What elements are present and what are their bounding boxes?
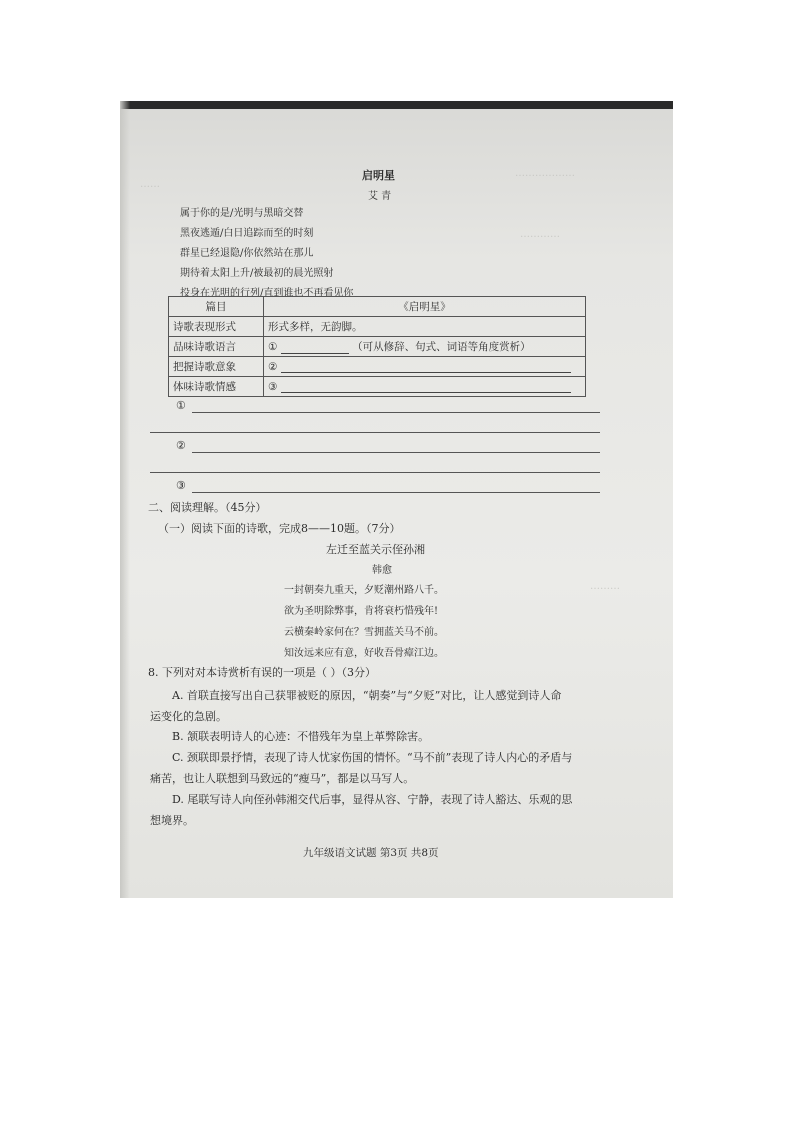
poem-line: 欲为圣明除弊事，肯将衰朽惜残年! <box>284 606 439 617</box>
table-label-cell: 品味诗歌语言 <box>169 337 264 357</box>
table-label-cell: 把握诗歌意象 <box>169 357 264 377</box>
poem-line: 云横秦岭家何在？雪拥蓝关马不前。 <box>284 627 444 638</box>
poem-line: 群星已经退隐/你依然站在那儿 <box>180 248 314 259</box>
option-b[interactable]: B. 颔联表明诗人的心迹：不惜残年为皇上革弊除害。 <box>172 730 430 743</box>
question-stem: 8. 下列对对本诗赏析有误的一项是（ ）（3分） <box>148 666 376 679</box>
answer-blank[interactable] <box>281 343 349 354</box>
table-header-cell: 《启明星》 <box>264 297 586 317</box>
option-d-cont: 想境界。 <box>150 814 194 827</box>
answer-marker: ① <box>268 341 278 353</box>
bleed-through: ……………… <box>515 168 575 179</box>
bleed-through: ………… <box>520 229 560 240</box>
bleed-through: …… <box>140 179 160 190</box>
option-a-cont: 运变化的急剧。 <box>150 710 227 723</box>
table-row <box>169 337 586 357</box>
section-subheading: （一）阅读下面的诗歌，完成8——10题。（7分） <box>158 522 401 535</box>
poem-title: 左迁至蓝关示侄孙湘 <box>326 543 425 556</box>
answer-blank[interactable] <box>281 362 571 373</box>
answer-hint: （可从修辞、句式、词语等角度赏析） <box>352 341 531 353</box>
poem-title: 启明星 <box>362 169 395 182</box>
table-value-cell: 形式多样，无韵脚。 <box>264 317 586 337</box>
table-row <box>169 317 586 337</box>
page-footer: 九年级语文试题 第3页 共8页 <box>303 847 439 859</box>
poem-line: 黑夜逃遁/白日追踪而至的时刻 <box>180 228 314 239</box>
scanned-exam-page <box>120 101 673 898</box>
answer-marker: ① <box>176 399 186 412</box>
answer-lines-1[interactable] <box>150 399 600 415</box>
answer-marker: ③ <box>268 380 278 393</box>
table-answer-cell <box>264 377 586 397</box>
table-label-cell: 诗歌表现形式 <box>169 317 264 337</box>
table-header-cell: 篇目 <box>169 297 264 317</box>
poem-line: 一封朝奏九重天，夕贬潮州路八千。 <box>284 585 444 596</box>
section-heading: 二、阅读理解。（45分） <box>148 501 267 514</box>
option-c-cont: 痛苦，也让人联想到马致远的“瘦马”，都是以马写人。 <box>150 772 415 785</box>
answer-blank[interactable] <box>281 382 571 393</box>
answer-lines-2[interactable] <box>150 439 600 455</box>
answer-marker: ③ <box>176 479 186 492</box>
poem-line: 期待着太阳上升/被最初的晨光照射 <box>180 268 334 279</box>
option-a[interactable]: A. 首联直接写出自己获罪被贬的原因，“朝奏”与“夕贬”对比，让人感觉到诗人命 <box>172 689 562 702</box>
table-answer-cell <box>264 357 586 377</box>
poem-line: 知汝远来应有意，好收吾骨瘴江边。 <box>284 648 444 659</box>
table-row <box>169 377 586 397</box>
table-row <box>169 297 586 317</box>
poem-line: 投身在光明的行列/直到谁也不再看见你 <box>180 288 354 299</box>
poem-line: 属于你的是/光明与黑暗交替 <box>180 208 304 219</box>
option-c[interactable]: C. 颈联即景抒情，表现了诗人忧家伤国的情怀。“马不前”表现了诗人内心的矛盾与 <box>172 751 573 764</box>
poem-author: 韩愈 <box>372 565 392 576</box>
table-answer-cell <box>264 337 586 357</box>
table-row <box>169 357 586 377</box>
answer-marker: ② <box>176 439 186 452</box>
option-d[interactable]: D. 尾联写诗人向侄孙韩湘交代后事，显得从容、宁静，表现了诗人豁达、乐观的思 <box>172 793 573 806</box>
bleed-through: ……… <box>590 581 620 592</box>
appreciation-table <box>168 296 586 397</box>
answer-lines-3[interactable] <box>150 479 600 495</box>
table-label-cell: 体味诗歌情感 <box>169 377 264 397</box>
poem-author: 艾 青 <box>368 191 392 202</box>
answer-marker: ② <box>268 360 278 373</box>
